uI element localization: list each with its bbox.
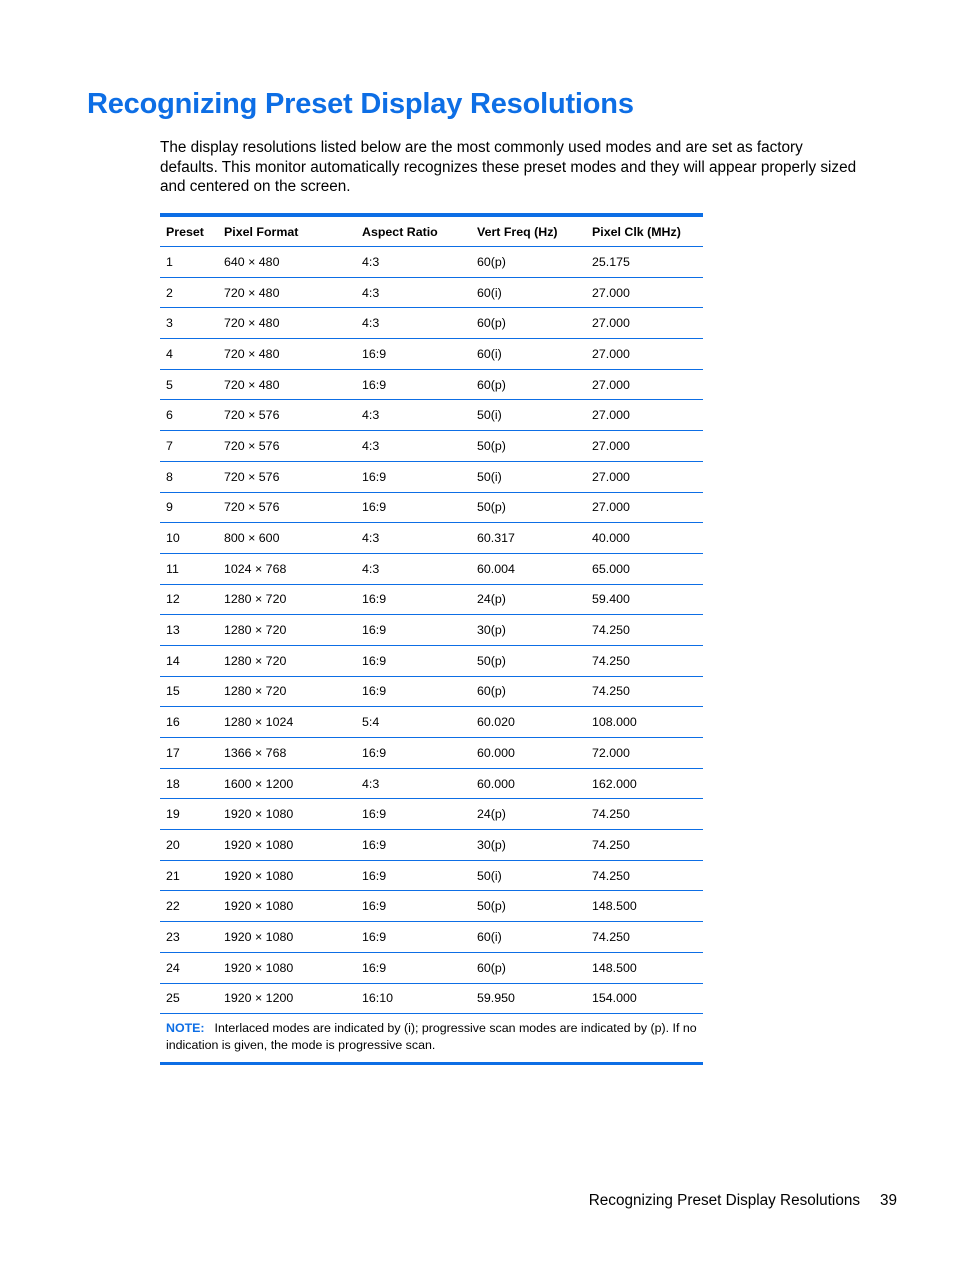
cell-preset: 7 <box>160 431 218 462</box>
table-row <box>160 369 703 400</box>
cell-preset: 19 <box>160 799 218 830</box>
cell-preset: 2 <box>160 277 218 308</box>
note-label: NOTE: <box>166 1021 205 1036</box>
table-row <box>160 523 703 554</box>
cell-pixel-format: 720 × 480 <box>218 339 356 370</box>
cell-pixel-clk: 148.500 <box>586 952 703 983</box>
cell-preset: 1 <box>160 247 218 278</box>
cell-pixel-format: 800 × 600 <box>218 523 356 554</box>
table-row <box>160 799 703 830</box>
cell-vert-freq: 24(p) <box>471 799 586 830</box>
cell-pixel-format: 1366 × 768 <box>218 738 356 769</box>
cell-aspect-ratio: 16:9 <box>356 860 471 891</box>
cell-pixel-format: 1920 × 1080 <box>218 922 356 953</box>
cell-pixel-format: 720 × 576 <box>218 431 356 462</box>
cell-preset: 18 <box>160 768 218 799</box>
cell-pixel-clk: 27.000 <box>586 400 703 431</box>
cell-aspect-ratio: 16:9 <box>356 645 471 676</box>
cell-pixel-format: 720 × 576 <box>218 461 356 492</box>
cell-pixel-clk: 74.250 <box>586 615 703 646</box>
cell-preset: 3 <box>160 308 218 339</box>
cell-pixel-clk: 40.000 <box>586 523 703 554</box>
header-vert-freq: Vert Freq (Hz) <box>471 217 586 247</box>
cell-pixel-clk: 154.000 <box>586 983 703 1014</box>
cell-pixel-clk: 74.250 <box>586 922 703 953</box>
cell-preset: 12 <box>160 584 218 615</box>
footer-section-title: Recognizing Preset Display Resolutions <box>588 1192 860 1209</box>
table-row <box>160 308 703 339</box>
cell-pixel-clk: 72.000 <box>586 738 703 769</box>
table-row <box>160 891 703 922</box>
cell-vert-freq: 50(p) <box>471 492 586 523</box>
cell-pixel-format: 1280 × 720 <box>218 676 356 707</box>
preset-table-container <box>160 213 703 1065</box>
table-row <box>160 277 703 308</box>
cell-pixel-clk: 27.000 <box>586 369 703 400</box>
cell-preset: 20 <box>160 830 218 861</box>
cell-vert-freq: 30(p) <box>471 830 586 861</box>
cell-pixel-clk: 27.000 <box>586 339 703 370</box>
table-note <box>160 1014 703 1062</box>
cell-pixel-clk: 148.500 <box>586 891 703 922</box>
cell-pixel-clk: 108.000 <box>586 707 703 738</box>
cell-vert-freq: 59.950 <box>471 983 586 1014</box>
cell-pixel-clk: 27.000 <box>586 277 703 308</box>
cell-preset: 16 <box>160 707 218 738</box>
cell-aspect-ratio: 16:9 <box>356 339 471 370</box>
cell-vert-freq: 60(p) <box>471 247 586 278</box>
cell-pixel-format: 720 × 480 <box>218 369 356 400</box>
table-header-row <box>160 217 703 247</box>
cell-pixel-format: 1280 × 1024 <box>218 707 356 738</box>
cell-vert-freq: 60(p) <box>471 308 586 339</box>
cell-aspect-ratio: 16:9 <box>356 922 471 953</box>
table-row <box>160 738 703 769</box>
cell-aspect-ratio: 4:3 <box>356 247 471 278</box>
cell-pixel-clk: 74.250 <box>586 676 703 707</box>
cell-vert-freq: 60(i) <box>471 339 586 370</box>
table-row <box>160 553 703 584</box>
cell-preset: 5 <box>160 369 218 400</box>
cell-pixel-clk: 162.000 <box>586 768 703 799</box>
table-row <box>160 952 703 983</box>
cell-vert-freq: 24(p) <box>471 584 586 615</box>
cell-pixel-format: 1920 × 1080 <box>218 799 356 830</box>
cell-preset: 11 <box>160 553 218 584</box>
cell-preset: 24 <box>160 952 218 983</box>
header-preset: Preset <box>160 217 218 247</box>
cell-pixel-clk: 27.000 <box>586 431 703 462</box>
cell-aspect-ratio: 16:9 <box>356 676 471 707</box>
cell-vert-freq: 60(i) <box>471 277 586 308</box>
cell-pixel-clk: 27.000 <box>586 492 703 523</box>
table-row <box>160 492 703 523</box>
cell-pixel-clk: 65.000 <box>586 553 703 584</box>
cell-aspect-ratio: 16:9 <box>356 369 471 400</box>
cell-vert-freq: 50(i) <box>471 461 586 492</box>
cell-preset: 13 <box>160 615 218 646</box>
cell-aspect-ratio: 16:9 <box>356 891 471 922</box>
table-row <box>160 247 703 278</box>
cell-pixel-clk: 74.250 <box>586 799 703 830</box>
cell-vert-freq: 50(i) <box>471 860 586 891</box>
table-row <box>160 431 703 462</box>
cell-pixel-clk: 59.400 <box>586 584 703 615</box>
cell-vert-freq: 60.004 <box>471 553 586 584</box>
cell-pixel-format: 1280 × 720 <box>218 645 356 676</box>
intro-paragraph: The display resolutions listed below are the most commonly used modes and are set as factory defaults. This monitor automatically recognizes these preset modes and they will appear properly sized and centered on the screen. <box>160 139 857 195</box>
table-row <box>160 768 703 799</box>
cell-pixel-format: 640 × 480 <box>218 247 356 278</box>
cell-vert-freq: 50(p) <box>471 431 586 462</box>
preset-resolutions-table <box>160 217 703 1014</box>
cell-vert-freq: 60(p) <box>471 369 586 400</box>
cell-pixel-clk: 27.000 <box>586 308 703 339</box>
cell-pixel-format: 1920 × 1080 <box>218 830 356 861</box>
cell-preset: 21 <box>160 860 218 891</box>
note-text: Interlaced modes are indicated by (i); progressive scan modes are indicated by (p). If no indication is given, the mode is progressive scan. <box>166 1021 697 1052</box>
cell-pixel-format: 720 × 480 <box>218 308 356 339</box>
cell-vert-freq: 60(p) <box>471 676 586 707</box>
cell-aspect-ratio: 16:9 <box>356 799 471 830</box>
cell-preset: 15 <box>160 676 218 707</box>
cell-pixel-format: 1024 × 768 <box>218 553 356 584</box>
cell-pixel-clk: 27.000 <box>586 461 703 492</box>
cell-preset: 4 <box>160 339 218 370</box>
header-aspect-ratio: Aspect Ratio <box>356 217 471 247</box>
cell-vert-freq: 50(p) <box>471 891 586 922</box>
table-row <box>160 584 703 615</box>
cell-aspect-ratio: 4:3 <box>356 768 471 799</box>
cell-aspect-ratio: 16:9 <box>356 738 471 769</box>
table-row <box>160 615 703 646</box>
cell-vert-freq: 50(p) <box>471 645 586 676</box>
cell-aspect-ratio: 16:10 <box>356 983 471 1014</box>
page-number: 39 <box>879 1192 897 1209</box>
table-row <box>160 400 703 431</box>
cell-vert-freq: 60.000 <box>471 768 586 799</box>
cell-preset: 22 <box>160 891 218 922</box>
cell-vert-freq: 60(i) <box>471 922 586 953</box>
cell-aspect-ratio: 16:9 <box>356 952 471 983</box>
cell-aspect-ratio: 4:3 <box>356 523 471 554</box>
cell-vert-freq: 30(p) <box>471 615 586 646</box>
cell-pixel-format: 1280 × 720 <box>218 615 356 646</box>
cell-preset: 6 <box>160 400 218 431</box>
cell-preset: 14 <box>160 645 218 676</box>
cell-preset: 25 <box>160 983 218 1014</box>
cell-vert-freq: 60.000 <box>471 738 586 769</box>
cell-pixel-format: 1920 × 1080 <box>218 952 356 983</box>
table-row <box>160 645 703 676</box>
table-row <box>160 707 703 738</box>
cell-aspect-ratio: 16:9 <box>356 461 471 492</box>
cell-aspect-ratio: 4:3 <box>356 277 471 308</box>
cell-preset: 23 <box>160 922 218 953</box>
cell-pixel-clk: 74.250 <box>586 830 703 861</box>
cell-pixel-clk: 25.175 <box>586 247 703 278</box>
cell-vert-freq: 60(p) <box>471 952 586 983</box>
cell-vert-freq: 50(i) <box>471 400 586 431</box>
cell-pixel-format: 1920 × 1080 <box>218 891 356 922</box>
cell-aspect-ratio: 16:9 <box>356 492 471 523</box>
cell-pixel-format: 1920 × 1080 <box>218 860 356 891</box>
cell-vert-freq: 60.020 <box>471 707 586 738</box>
table-row <box>160 983 703 1014</box>
cell-preset: 9 <box>160 492 218 523</box>
page-title: Recognizing Preset Display Resolutions <box>87 88 634 120</box>
cell-vert-freq: 60.317 <box>471 523 586 554</box>
table-row <box>160 676 703 707</box>
cell-aspect-ratio: 4:3 <box>356 308 471 339</box>
cell-pixel-format: 720 × 480 <box>218 277 356 308</box>
cell-pixel-clk: 74.250 <box>586 645 703 676</box>
cell-aspect-ratio: 16:9 <box>356 615 471 646</box>
table-row <box>160 461 703 492</box>
page-footer <box>589 1192 897 1210</box>
cell-pixel-format: 1920 × 1200 <box>218 983 356 1014</box>
cell-aspect-ratio: 4:3 <box>356 553 471 584</box>
cell-aspect-ratio: 16:9 <box>356 830 471 861</box>
cell-aspect-ratio: 4:3 <box>356 400 471 431</box>
table-body <box>160 247 703 1014</box>
table-row <box>160 922 703 953</box>
table-row <box>160 860 703 891</box>
cell-pixel-format: 1280 × 720 <box>218 584 356 615</box>
table-row <box>160 339 703 370</box>
cell-pixel-format: 720 × 576 <box>218 492 356 523</box>
cell-pixel-format: 1600 × 1200 <box>218 768 356 799</box>
cell-pixel-clk: 74.250 <box>586 860 703 891</box>
cell-preset: 10 <box>160 523 218 554</box>
cell-aspect-ratio: 4:3 <box>356 431 471 462</box>
header-pixel-clk: Pixel Clk (MHz) <box>586 217 703 247</box>
cell-aspect-ratio: 16:9 <box>356 584 471 615</box>
table-row <box>160 830 703 861</box>
cell-preset: 8 <box>160 461 218 492</box>
cell-pixel-format: 720 × 576 <box>218 400 356 431</box>
header-pixel-format: Pixel Format <box>218 217 356 247</box>
cell-preset: 17 <box>160 738 218 769</box>
cell-aspect-ratio: 5:4 <box>356 707 471 738</box>
